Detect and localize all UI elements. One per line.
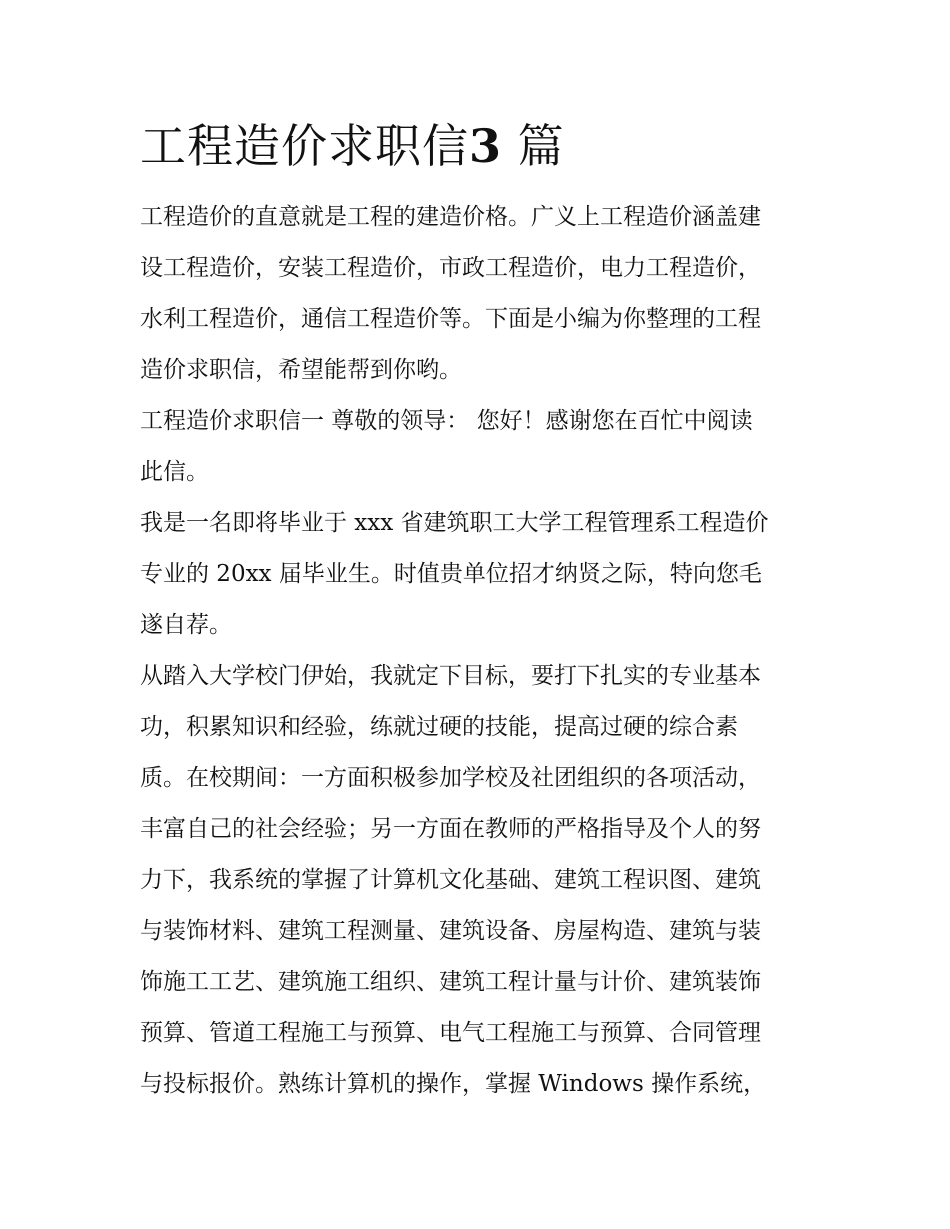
text-line: 饰施工工艺、建筑施工组织、建筑工程计量与计价、建筑装饰 [140, 969, 761, 995]
text-line: 质。在校期间：一方面积极参加学校及社团组织的各项活动， [140, 765, 761, 791]
text-line: 功，积累知识和经验，练就过硬的技能，提高过硬的综合素 [140, 714, 738, 740]
text-line: 力下，我系统的掌握了计算机文化基础、建筑工程识图、建筑 [140, 867, 761, 893]
text-line: 遂自荐。 [140, 612, 232, 638]
document-body [140, 112, 820, 1110]
text-line: 丰富自己的社会经验；另一方面在教师的严格指导及个人的努 [140, 816, 761, 842]
text-line: 与投标报价。熟练计算机的操作，掌握 Windows 操作系统， [140, 1071, 767, 1097]
text-line: 工程造价的直意就是工程的建造价格。广义上工程造价涵盖建 [140, 204, 761, 230]
title-suffix: 篇 [517, 119, 565, 173]
text-line: 工程造价求职信一 尊敬的领导： 您好！感谢您在百忙中阅读 [140, 408, 753, 434]
text-line: 从踏入大学校门伊始，我就定下目标，要打下扎实的专业基本 [140, 663, 761, 689]
text-line: 我是一名即将毕业于 xxx 省建筑职工大学工程管理系工程造价 [140, 510, 769, 536]
title-prefix: 工程造价求职信 [140, 119, 469, 173]
title-number: 3 [469, 119, 503, 173]
text-line: 专业的 20xx 届毕业生。时值贵单位招才纳贤之际，特向您毛 [140, 561, 762, 587]
text-line: 设工程造价，安装工程造价，市政工程造价，电力工程造价， [140, 255, 761, 281]
text-line: 造价求职信，希望能帮到你哟。 [140, 357, 462, 383]
self-introduction-paragraph [140, 498, 820, 651]
education-paragraph [140, 651, 820, 1110]
text-line: 与装饰材料、建筑工程测量、建筑设备、房屋构造、建筑与装 [140, 918, 761, 944]
text-line: 预算、管道工程施工与预算、电气工程施工与预算、合同管理 [140, 1020, 761, 1046]
intro-paragraph [140, 192, 820, 396]
document-title [140, 112, 820, 180]
text-line: 此信。 [140, 459, 209, 485]
text-line: 水利工程造价，通信工程造价等。下面是小编为你整理的工程 [140, 306, 761, 332]
letter-greeting-paragraph [140, 396, 820, 498]
